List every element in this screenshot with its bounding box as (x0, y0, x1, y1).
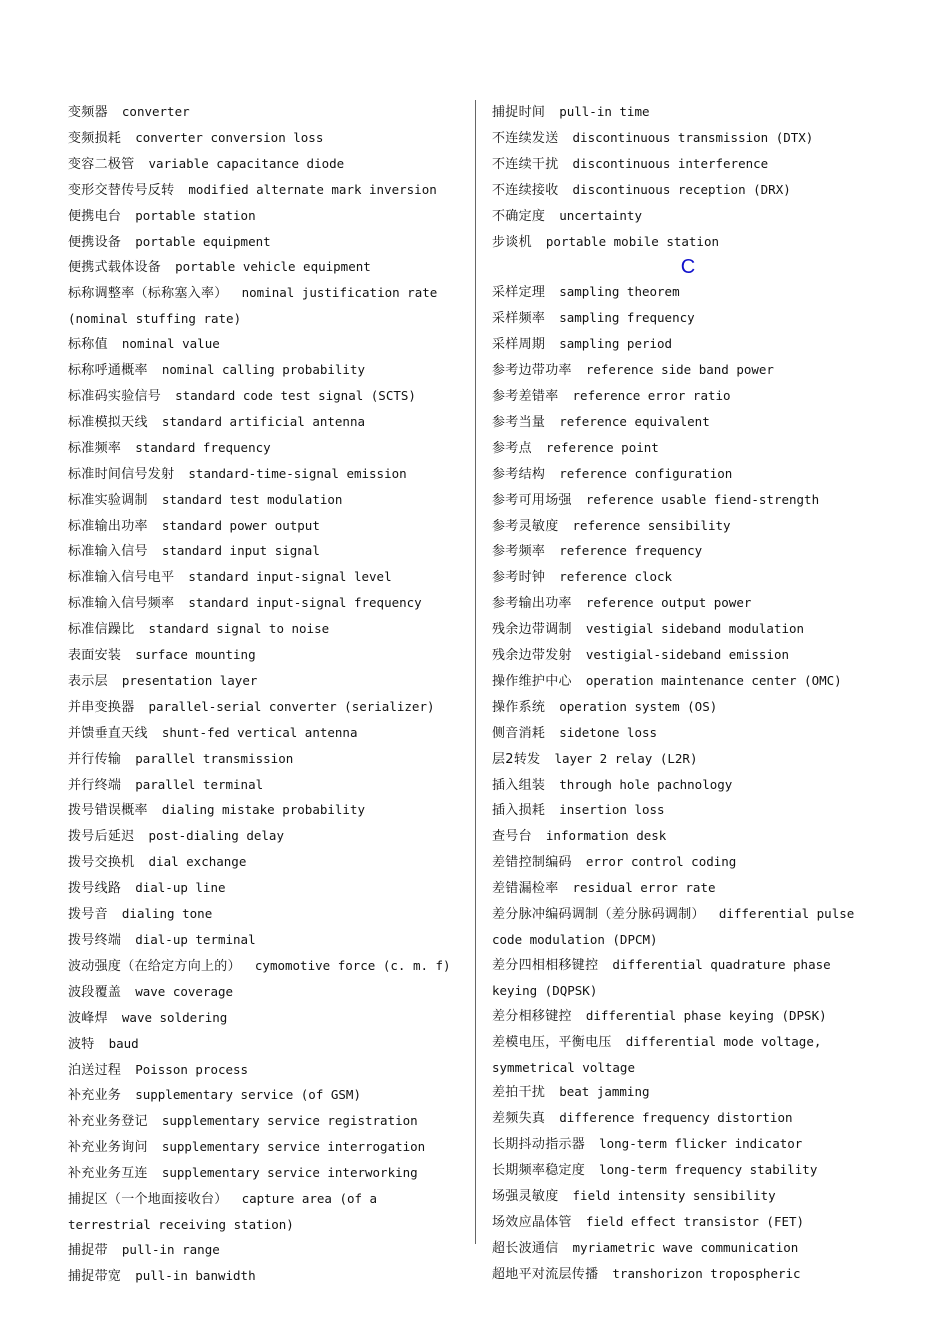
term-chinese: 差错控制编码 (492, 855, 572, 871)
term-english: through hole pachnology (559, 776, 733, 792)
term-chinese: 参考结构 (492, 466, 546, 482)
term-english: long-term frequency stability (599, 1162, 818, 1178)
term-english: standard power output (161, 517, 320, 533)
term-english: dialing tone (121, 906, 213, 922)
term-english: standard input signal (161, 543, 320, 559)
term-chinese: 便携电台 (68, 208, 122, 224)
term-english: dialing mistake probability (161, 802, 366, 818)
term-english: portable station (135, 207, 256, 223)
glossary-entry (68, 1006, 460, 1032)
term-english: reference frequency (559, 543, 703, 559)
glossary-entry (68, 281, 460, 307)
term-chinese: 参考边带功率 (492, 363, 572, 379)
term-chinese: 差拍干扰 (492, 1085, 546, 1101)
glossary-entry (492, 332, 884, 358)
term-chinese: 超长波通信 (492, 1240, 559, 1256)
term-chinese: 捕捉时间 (492, 105, 546, 120)
term-english: symmetrical voltage (492, 1059, 635, 1075)
glossary-entry (68, 643, 460, 669)
glossary-entry (68, 204, 460, 230)
term-english: operation system (OS) (559, 698, 718, 714)
term-english: dial-up line (135, 880, 226, 896)
term-english: transhorizon tropospheric (612, 1265, 801, 1281)
term-english: standard-time-signal emission (188, 465, 407, 481)
term-english: difference frequency distortion (559, 1110, 793, 1126)
glossary-entry (68, 358, 460, 384)
term-english: surface mounting (135, 647, 256, 663)
term-english: discontinuous transmission (DTX) (572, 129, 814, 145)
term-english: pull-in banwidth (135, 1267, 256, 1283)
term-chinese: 参考频率 (492, 544, 546, 560)
term-chinese: 标准输出功率 (68, 518, 148, 534)
term-chinese: 补充业务 (68, 1088, 122, 1104)
term-chinese: 采样定理 (492, 285, 546, 301)
glossary-entry (68, 695, 460, 721)
term-chinese: 操作维护中心 (492, 673, 572, 689)
glossary-entry (68, 876, 460, 902)
term-english: parallel-serial converter (serializer) (148, 698, 435, 714)
glossary-entry (492, 204, 884, 230)
term-chinese: 超地平对流层传播 (492, 1266, 599, 1282)
glossary-entry (68, 410, 460, 436)
term-chinese: 不连续干扰 (492, 156, 559, 172)
glossary-entry (492, 979, 884, 1004)
term-chinese: 标准信躁比 (68, 622, 135, 638)
glossary-entry (68, 928, 460, 954)
term-chinese: 场强灵敏度 (492, 1189, 559, 1205)
term-english: supplementary service interworking (161, 1165, 418, 1181)
term-chinese: 差模电压，平衡电压 (492, 1034, 612, 1050)
term-english: converter conversion loss (135, 129, 324, 145)
term-english: presentation layer (121, 672, 258, 688)
glossary-entry (492, 953, 884, 979)
glossary-entry (492, 1004, 884, 1030)
term-chinese: 补充业务互连 (68, 1166, 148, 1182)
term-english: reference sensibility (572, 517, 731, 533)
term-english: reference usable fiend-strength (585, 491, 820, 507)
term-english: standard signal to noise (148, 621, 330, 637)
term-chinese: 拨号音 (68, 907, 108, 923)
term-english: parallel terminal (135, 776, 264, 792)
term-english: supplementary service interrogation (161, 1139, 426, 1155)
term-chinese: 残余边带发射 (492, 648, 572, 664)
term-chinese: 参考可用场强 (492, 492, 572, 508)
glossary-entry (68, 902, 460, 928)
term-chinese: 拨号线路 (68, 881, 122, 897)
term-english: standard input-signal frequency (188, 595, 422, 611)
right-column-top (492, 100, 884, 255)
term-chinese: 并馈垂直天线 (68, 725, 148, 741)
glossary-entry (492, 1132, 884, 1158)
term-english: operation maintenance center (OMC) (585, 672, 842, 688)
glossary-entry (68, 178, 460, 204)
glossary-entry (492, 462, 884, 488)
term-chinese: 采样周期 (492, 337, 546, 353)
left-column (68, 100, 460, 1290)
term-english: portable vehicle equipment (175, 259, 371, 275)
term-english: sampling theorem (559, 284, 680, 300)
term-english: keying (DQPSK) (492, 982, 598, 998)
term-chinese: 拨号终端 (68, 933, 122, 948)
term-chinese: 差分相移键控 (492, 1008, 572, 1024)
term-chinese: 变容二极管 (68, 156, 135, 172)
glossary-entry (492, 126, 884, 152)
glossary-entry (492, 100, 884, 126)
term-english: discontinuous interference (572, 155, 769, 171)
glossary-entry (68, 721, 460, 747)
term-chinese: 差分脉冲编码调制（差分脉码调制） (492, 907, 705, 923)
term-english: wave coverage (135, 983, 234, 999)
term-english: reference clock (559, 569, 673, 585)
term-english: residual error rate (572, 880, 716, 896)
glossary-entry (68, 980, 460, 1006)
glossary-entry (68, 824, 460, 850)
glossary-entry (68, 617, 460, 643)
glossary-entry (492, 230, 884, 256)
term-chinese: 波动强度（在给定方向上的） (68, 958, 241, 974)
term-english: standard artificial antenna (161, 413, 366, 429)
glossary-entry (68, 669, 460, 695)
term-english: code modulation (DPCM) (492, 932, 658, 947)
term-english: vestigial sideband modulation (585, 621, 805, 637)
glossary-entry (68, 798, 460, 824)
term-chinese: 变频器 (68, 105, 108, 120)
term-chinese: 参考当量 (492, 414, 546, 430)
term-english: supplementary service registration (161, 1113, 418, 1129)
glossary-entry (68, 230, 460, 256)
glossary-entry (492, 1030, 884, 1056)
term-chinese: 补充业务询问 (68, 1140, 148, 1156)
glossary-entry (492, 1158, 884, 1184)
term-english: modified alternate mark inversion (188, 181, 437, 197)
term-chinese: 参考时钟 (492, 570, 546, 586)
glossary-entry (68, 1238, 460, 1264)
term-chinese: 标准时间信号发射 (68, 466, 175, 482)
term-chinese: 标准实验调制 (68, 492, 148, 508)
term-chinese: 插入组装 (492, 777, 546, 793)
term-chinese: 标准频率 (68, 440, 122, 456)
glossary-entry (492, 773, 884, 799)
term-english: reference configuration (559, 465, 733, 481)
term-english: portable equipment (135, 233, 271, 249)
glossary-entry (492, 1106, 884, 1132)
term-english: dial exchange (148, 854, 247, 870)
term-english: nominal justification rate (241, 285, 438, 301)
glossary-entry (68, 1032, 460, 1058)
term-chinese: 场效应晶体管 (492, 1214, 572, 1230)
term-chinese: 标准模拟天线 (68, 414, 148, 430)
glossary-entry (492, 1080, 884, 1106)
term-english: sampling period (559, 336, 673, 352)
glossary-entry (492, 928, 884, 953)
term-chinese: 差分四相相移键控 (492, 957, 599, 973)
term-english: post-dialing delay (148, 828, 284, 844)
term-english: standard test modulation (161, 491, 343, 507)
term-chinese: 拨号后延迟 (68, 829, 135, 845)
glossary-entry (492, 876, 884, 902)
glossary-entry (68, 1109, 460, 1135)
term-english: differential phase keying (DPSK) (585, 1007, 827, 1023)
term-english: field effect transistor (FET) (585, 1213, 805, 1229)
term-chinese: 不连续接收 (492, 182, 559, 198)
term-chinese: 波特 (68, 1036, 95, 1052)
glossary-entry (492, 695, 884, 721)
term-english: baud (108, 1035, 139, 1051)
term-chinese: 波段覆盖 (68, 984, 122, 1000)
term-english: portable mobile station (545, 233, 719, 249)
term-chinese: 差错漏检率 (492, 881, 559, 897)
term-chinese: 泊送过程 (68, 1062, 122, 1078)
term-english: standard code test signal (SCTS) (175, 387, 416, 403)
term-chinese: 拨号错误概率 (68, 803, 148, 819)
term-english: differential pulse (718, 906, 855, 922)
term-english: reference point (545, 439, 659, 455)
term-chinese: 标准输入信号电平 (68, 570, 175, 586)
term-chinese: 步谈机 (492, 234, 532, 250)
term-english: error control coding (585, 854, 737, 870)
term-chinese: 并行传输 (68, 751, 122, 767)
term-english: parallel transmission (135, 750, 294, 766)
glossary-entry (68, 1058, 460, 1084)
glossary-entry (68, 462, 460, 488)
right-column-bottom (492, 280, 884, 1287)
glossary-entry (492, 1056, 884, 1081)
glossary-entry (68, 436, 460, 462)
term-english: dial-up terminal (135, 932, 256, 947)
glossary-entry (492, 358, 884, 384)
term-chinese: 不连续发送 (492, 130, 559, 146)
term-chinese: 参考灵敏度 (492, 518, 559, 534)
term-chinese: 标准码实验信号 (68, 388, 162, 404)
glossary-entry (68, 1264, 460, 1290)
term-chinese: 不确定度 (492, 208, 546, 224)
section-letter: C (680, 256, 696, 279)
term-english: terrestrial receiving station) (68, 1216, 294, 1232)
term-english: reference error ratio (572, 387, 731, 403)
term-chinese: 拨号交换机 (68, 855, 135, 871)
term-chinese: 标称值 (68, 337, 108, 353)
term-english: standard frequency (135, 439, 271, 455)
glossary-entry (492, 669, 884, 695)
glossary-entry (68, 100, 460, 126)
term-english: standard input-signal level (188, 569, 392, 585)
term-english: Poisson process (135, 1061, 249, 1077)
glossary-entry (492, 565, 884, 591)
glossary-entry (68, 514, 460, 540)
term-chinese: 参考输出功率 (492, 596, 572, 612)
glossary-entry (68, 1161, 460, 1187)
term-english: converter (121, 104, 190, 119)
term-english: sidetone loss (559, 724, 658, 740)
term-chinese: 并串变换器 (68, 699, 135, 715)
term-english: discontinuous reception (DRX) (572, 181, 791, 197)
right-column (492, 100, 884, 1288)
glossary-entry (492, 306, 884, 332)
term-english: insertion loss (559, 802, 665, 818)
term-chinese: 参考差错率 (492, 388, 559, 404)
term-english: differential quadrature phase (612, 956, 831, 972)
term-chinese: 变频损耗 (68, 130, 122, 146)
glossary-entry (492, 643, 884, 669)
glossary-entry (68, 1135, 460, 1161)
glossary-entry (68, 307, 460, 332)
term-chinese: 采样频率 (492, 311, 546, 327)
glossary-entry (68, 591, 460, 617)
glossary-entry (68, 152, 460, 178)
glossary-entry (492, 747, 884, 773)
term-chinese: 标称呼通概率 (68, 363, 148, 379)
term-chinese: 查号台 (492, 829, 532, 845)
glossary-entry (68, 565, 460, 591)
term-english: wave soldering (121, 1009, 228, 1025)
term-english: cymomotive force (c. m. f) (254, 957, 451, 973)
term-chinese: 差频失真 (492, 1111, 546, 1127)
glossary-entry (68, 747, 460, 773)
term-chinese: 标准输入信号频率 (68, 596, 175, 612)
term-chinese: 表示层 (68, 673, 108, 689)
glossary-entry (492, 280, 884, 306)
term-chinese: 便携设备 (68, 234, 122, 250)
glossary-entry (68, 539, 460, 565)
term-english: field intensity sensibility (572, 1188, 776, 1204)
term-chinese: 层2转发 (492, 751, 541, 767)
term-chinese: 并行终端 (68, 777, 122, 793)
glossary-entry (68, 850, 460, 876)
glossary-entry (68, 126, 460, 152)
term-chinese: 捕捉带 (68, 1242, 108, 1258)
term-english: myriametric wave communication (572, 1239, 799, 1255)
term-english: vestigial-sideband emission (585, 647, 790, 663)
term-english: nominal calling probability (161, 362, 366, 378)
term-english: layer 2 relay (L2R) (554, 750, 698, 766)
glossary-entry (492, 617, 884, 643)
term-english: (nominal stuffing rate) (68, 311, 242, 327)
column-divider (475, 100, 476, 1244)
term-chinese: 便携式载体设备 (68, 260, 162, 276)
term-english: reference equivalent (559, 413, 710, 429)
term-english: nominal value (121, 336, 220, 352)
term-chinese: 变形交替传号反转 (68, 182, 175, 198)
term-english: sampling frequency (559, 310, 695, 326)
term-chinese: 捕捉区（一个地面接收台） (68, 1192, 228, 1208)
term-chinese: 补充业务登记 (68, 1114, 148, 1130)
term-chinese: 长期频率稳定度 (492, 1163, 586, 1179)
glossary-entry (68, 1187, 460, 1213)
term-english: long-term flicker indicator (599, 1136, 803, 1152)
glossary-entry (492, 1262, 884, 1288)
glossary-entry (68, 773, 460, 799)
glossary-entry (492, 488, 884, 514)
term-chinese: 参考点 (492, 440, 532, 456)
term-english: pull-in time (559, 104, 650, 119)
term-chinese: 波峰焊 (68, 1010, 108, 1026)
term-english: pull-in range (121, 1241, 220, 1257)
glossary-entry (492, 152, 884, 178)
term-english: reference side band power (585, 362, 774, 378)
term-chinese: 残余边带调制 (492, 622, 572, 638)
glossary-entry (68, 332, 460, 358)
glossary-entry (492, 902, 884, 928)
glossary-entry (68, 255, 460, 281)
glossary-entry (492, 436, 884, 462)
term-english: uncertainty (559, 207, 642, 223)
glossary-entry (492, 824, 884, 850)
glossary-entry (68, 954, 460, 980)
term-chinese: 插入损耗 (492, 803, 546, 819)
term-english: differential mode voltage, (625, 1033, 822, 1049)
term-english: variable capacitance diode (148, 155, 345, 171)
term-chinese: 标准输入信号 (68, 544, 148, 560)
glossary-entry (492, 850, 884, 876)
glossary-entry (492, 384, 884, 410)
glossary-entry (492, 591, 884, 617)
glossary-entry (492, 514, 884, 540)
glossary-entry (492, 1184, 884, 1210)
term-chinese: 操作系统 (492, 699, 546, 715)
term-english: shunt-fed vertical antenna (161, 724, 358, 740)
glossary-entry (68, 1213, 460, 1238)
glossary-entry (492, 721, 884, 747)
term-chinese: 长期抖动指示器 (492, 1137, 586, 1153)
term-chinese: 表面安装 (68, 648, 122, 664)
glossary-entry (492, 178, 884, 204)
term-chinese: 标称调整率（标称塞入率） (68, 286, 228, 302)
glossary-entry (492, 1210, 884, 1236)
term-chinese: 侧音消耗 (492, 725, 546, 741)
glossary-entry (492, 1236, 884, 1262)
term-chinese: 捕捉带宽 (68, 1268, 122, 1284)
glossary-entry (492, 410, 884, 436)
term-english: capture area (of a (241, 1191, 378, 1207)
term-english: beat jamming (559, 1084, 650, 1100)
term-english: reference output power (585, 595, 752, 611)
term-english: information desk (545, 828, 667, 844)
glossary-entry (492, 539, 884, 565)
glossary-entry (68, 384, 460, 410)
term-english: supplementary service (of GSM) (135, 1087, 361, 1103)
glossary-entry (68, 488, 460, 514)
glossary-entry (68, 1083, 460, 1109)
glossary-entry (492, 798, 884, 824)
